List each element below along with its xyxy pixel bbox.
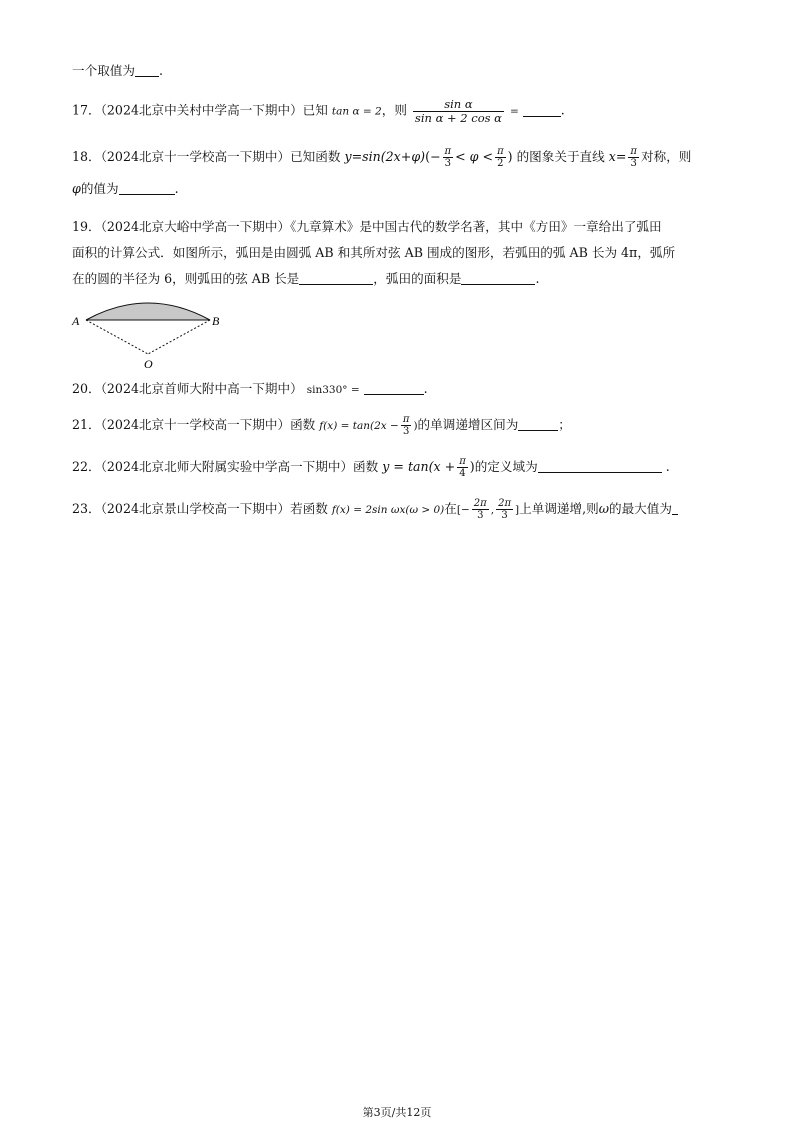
equals-sign: = [509,105,519,118]
fraction-numerator: sin α [413,98,504,112]
equals-sign: = [615,149,627,164]
text: 在 [444,501,457,516]
math-fraction [628,146,639,169]
question-19-line3 [72,270,539,288]
fraction-denominator: 2 [497,158,504,169]
fraction-numerator: 2π [473,498,487,509]
math-function: f(x) = tan(2x − [319,420,399,432]
math-fraction [496,498,513,521]
question-source: 22．（2024北京北师大附属实验中学高一下期中）函数 [72,459,379,474]
math-fraction [413,98,504,124]
arc-segment-shaded [86,303,210,320]
answer-blank [135,63,159,77]
fraction-denominator: 3 [477,510,484,521]
text: 的单调递增区间为 [417,417,519,432]
answer-blank [119,181,175,195]
fraction-denominator: 3 [444,158,452,169]
fraction-numerator: π [459,456,466,467]
question-18 [72,146,691,169]
fraction-numerator: 2π [498,498,512,509]
math-fraction [495,146,506,169]
text: . [560,102,565,118]
question-23 [72,498,678,521]
fraction-numerator: π [630,146,637,157]
answer-blank [461,271,535,285]
radius-ob [148,320,210,354]
question-source: 23．（2024北京景山学校高一下期中）若函数 [72,501,328,516]
math-text: (− [425,149,441,164]
answer-blank [299,271,373,285]
math-variable: ω [598,501,609,516]
label-a: A [72,314,80,328]
question-source: 21．（2024北京十一学校高一下期中）函数 [72,417,316,432]
answer-blank [538,459,662,473]
math-function: y=sin(2x+φ) [344,149,426,164]
text: . [174,181,179,196]
question-19 [72,218,662,236]
text: 的图象关于直线 [516,149,605,164]
fraction-denominator: 3 [630,158,637,169]
text: 对称，则 [641,149,692,164]
math-text: [− [456,504,470,516]
math-fraction [443,146,454,169]
label-b: B [212,314,220,328]
math-text: ) [507,149,513,164]
page-footer: 第3页/共12页 [362,1106,432,1119]
text: 19．（2024北京大峪中学高一下期中）《九章算术》是中国古代的数学名著，其中《方田》一章给出了弧田 [72,219,662,234]
question-source: 17．（2024北京中关村中学高一下期中）已知 [72,102,328,118]
math-fraction [457,456,468,479]
question-22 [72,456,670,479]
math-text: ) [413,420,418,432]
text: . [423,381,428,396]
q16-continuation [72,62,163,80]
text: 的定义域为 [474,459,538,474]
text: 一个取值为 [72,63,135,78]
text: 的值为 [80,181,119,196]
math-expression: sin330° = [306,384,360,396]
text: . [535,271,540,286]
math-variable: x [608,149,616,164]
math-text: < φ < [455,149,494,164]
question-18-line2 [72,180,179,198]
text: 在的圆的半径为 6，则弧田的弦 AB 长是 [72,271,300,286]
radius-oa [86,320,148,354]
fraction-denominator: 4 [459,468,466,479]
math-condition: tan α = 2 [331,105,382,118]
text: 上单调递增,则 [519,501,599,516]
question-21 [72,414,571,437]
math-text: , [490,504,495,516]
fraction-numerator: π [497,146,504,157]
text: ，弧田的面积是 [373,271,462,286]
fraction-denominator: 3 [501,510,508,521]
answer-blank [672,501,678,515]
question-source: 20．（2024北京首师大附中高一下期中） [72,381,303,396]
math-fraction [401,414,412,437]
text: ，则 [381,102,407,118]
label-o: O [144,357,153,371]
answer-blank [518,417,558,431]
math-variable: φ [72,181,81,196]
text: 面积的计算公式．如图所示，弧田是由圆弧 AB 和其所对弦 AB 围成的图形，若弧田的弧 AB 长为 4π，弧所 [72,245,676,260]
question-19-line2 [72,244,675,262]
fraction-denominator: sin α + 2 cos α [414,110,502,125]
text: ； [558,417,571,432]
fraction-numerator: π [444,146,452,157]
arc-field-figure [70,300,230,372]
math-fraction [472,498,489,521]
math-function: y = tan(x + [382,459,456,474]
math-text: ] [515,504,520,516]
text: 的最大值为 [608,501,672,516]
question-20 [72,380,428,399]
math-function: f(x) = 2sin ωx(ω > 0) [331,504,445,516]
question-17 [72,98,565,124]
fraction-denominator: 3 [402,426,410,437]
answer-blank [364,381,424,395]
text: . [665,459,670,474]
answer-blank [523,103,561,117]
fraction-numerator: π [402,414,410,425]
math-text: ) [469,459,475,474]
question-source: 18．（2024北京十一学校高一下期中）已知函数 [72,149,341,164]
text: . [158,63,163,78]
